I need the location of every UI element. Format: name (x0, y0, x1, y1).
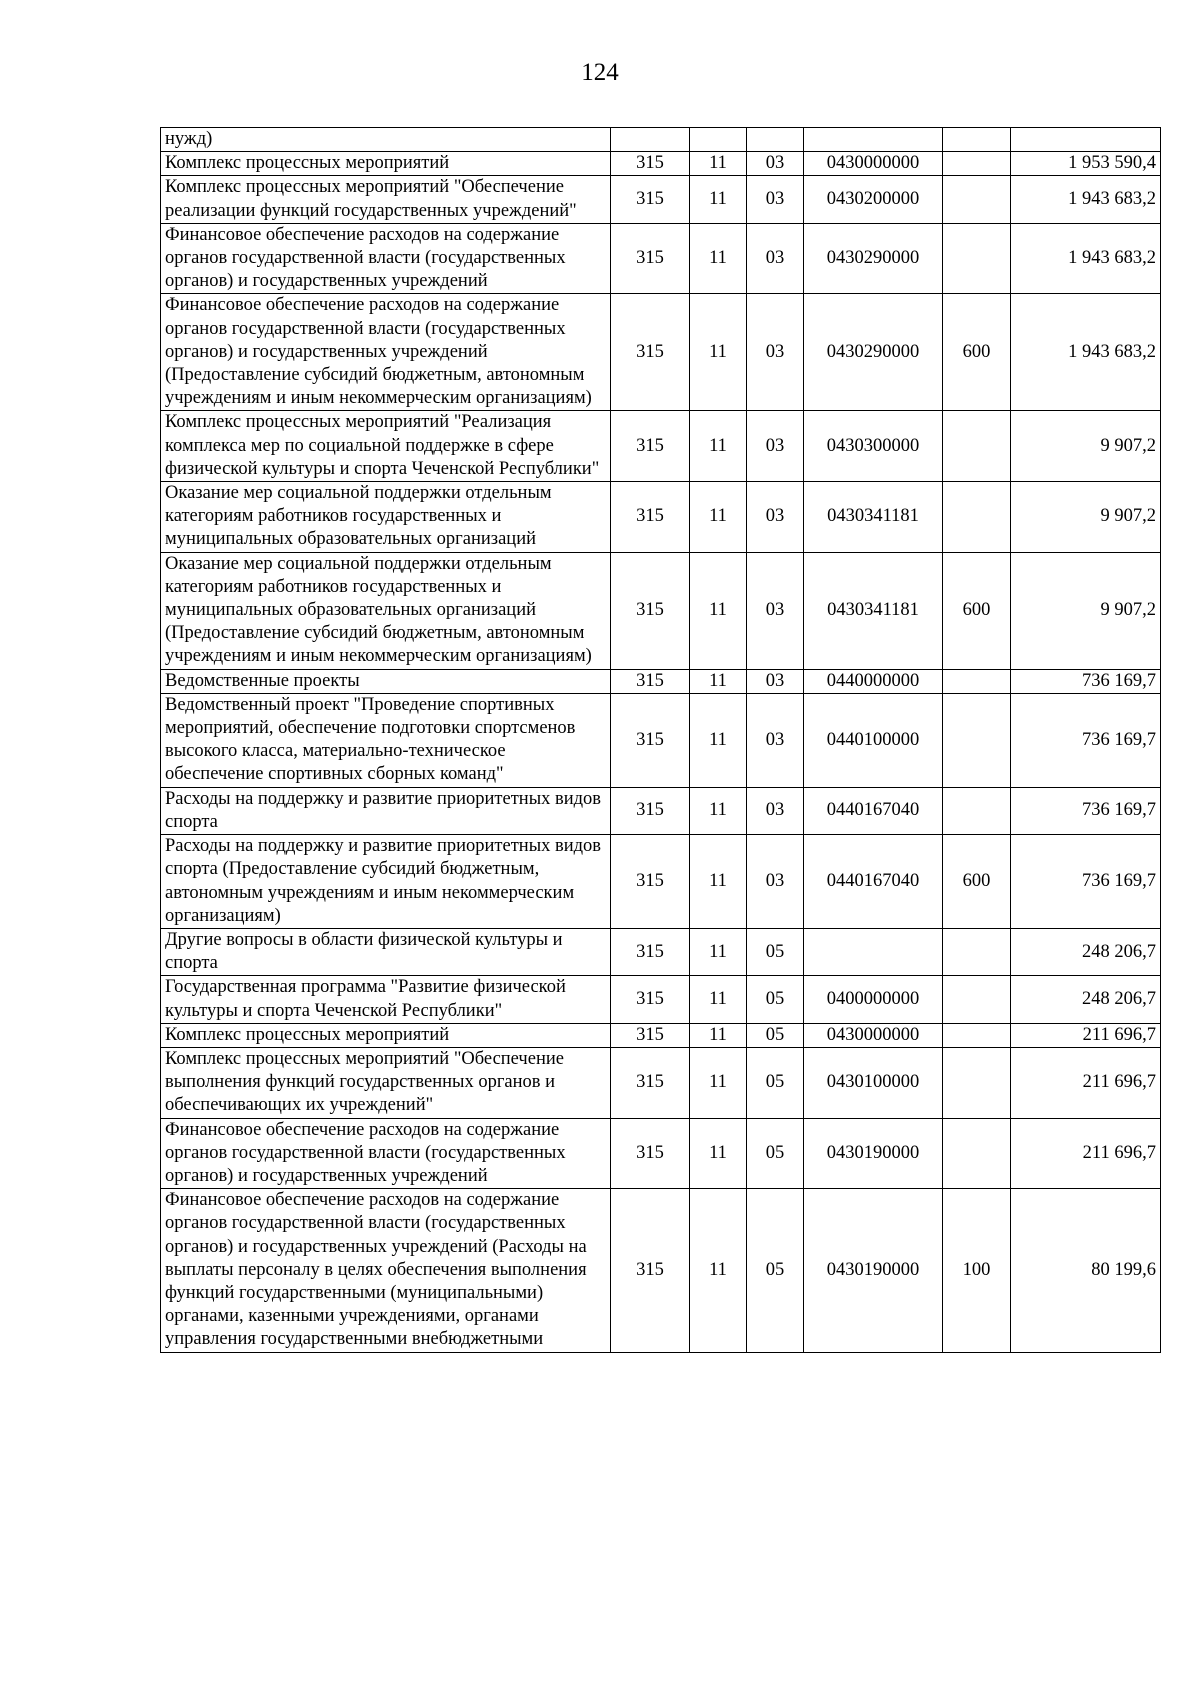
table-row (161, 693, 1161, 787)
amount-cell: 211 696,7 (1011, 1047, 1161, 1118)
grbs-code-cell: 315 (611, 1118, 690, 1189)
budget-table (160, 127, 1161, 1353)
subsection-code-cell: 05 (747, 1189, 804, 1352)
expense-type-code-cell (943, 1047, 1011, 1118)
section-code-cell: 11 (690, 787, 747, 834)
expense-type-code-cell: 600 (943, 552, 1011, 669)
target-article-code-cell: 0440100000 (804, 693, 943, 787)
table-row (161, 128, 1161, 152)
amount-cell: 211 696,7 (1011, 1023, 1161, 1047)
expense-type-code-cell (943, 223, 1011, 294)
section-code-cell: 11 (690, 552, 747, 669)
expense-type-code-cell (943, 976, 1011, 1023)
section-code-cell: 11 (690, 294, 747, 411)
row-name-cell: Государственная программа "Развитие физической культуры и спорта Чеченской Республики" (161, 976, 611, 1023)
subsection-code-cell: 05 (747, 976, 804, 1023)
amount-cell: 736 169,7 (1011, 787, 1161, 834)
subsection-code-cell: 03 (747, 411, 804, 482)
row-name-cell: Оказание мер социальной поддержки отдельным категориям работников государственных и муниципальных образовательных организаций (Предоставление субсидий бюджетным, автономным учреждениям и иным некоммерческим организациям) (161, 552, 611, 669)
section-code-cell: 11 (690, 223, 747, 294)
grbs-code-cell: 315 (611, 1047, 690, 1118)
target-article-code-cell: 0430290000 (804, 223, 943, 294)
grbs-code-cell: 315 (611, 835, 690, 929)
table-row (161, 294, 1161, 411)
subsection-code-cell: 03 (747, 835, 804, 929)
target-article-code-cell: 0430290000 (804, 294, 943, 411)
grbs-code-cell: 315 (611, 223, 690, 294)
expense-type-code-cell (943, 669, 1011, 693)
row-name-cell: Финансовое обеспечение расходов на содержание органов государственной власти (государственных органов) и государственных учреждений (161, 223, 611, 294)
table-row (161, 176, 1161, 223)
page-number: 124 (581, 59, 619, 86)
section-code-cell: 11 (690, 928, 747, 975)
table-row (161, 928, 1161, 975)
section-code-cell: 11 (690, 1023, 747, 1047)
expense-type-code-cell (943, 787, 1011, 834)
grbs-code-cell: 315 (611, 552, 690, 669)
row-name-cell: Финансовое обеспечение расходов на содержание органов государственной власти (государственных органов) и государственных учреждений (Расходы на выплаты персоналу в целях обеспечения выполнения функций государственными (муниципальными) органами, казенными учреждениями, органами управления государственными внебюджетными (161, 1189, 611, 1352)
table-row (161, 552, 1161, 669)
row-name-cell: Комплекс процессных мероприятий "Реализация комплекса мер по социальной поддержке в сфере физической культуры и спорта Чеченской Республики" (161, 411, 611, 482)
subsection-code-cell: 03 (747, 693, 804, 787)
subsection-code-cell: 03 (747, 294, 804, 411)
expense-type-code-cell: 100 (943, 1189, 1011, 1352)
subsection-code-cell: 03 (747, 223, 804, 294)
table-row (161, 482, 1161, 553)
row-name-cell: Оказание мер социальной поддержки отдельным категориям работников государственных и муниципальных образовательных организаций (161, 482, 611, 553)
target-article-code-cell (804, 128, 943, 152)
grbs-code-cell: 315 (611, 294, 690, 411)
grbs-code-cell (611, 128, 690, 152)
table-row (161, 976, 1161, 1023)
row-name-cell: Расходы на поддержку и развитие приоритетных видов спорта (Предоставление субсидий бюджетным, автономным учреждениям и иным некоммерческим организациям) (161, 835, 611, 929)
amount-cell: 211 696,7 (1011, 1118, 1161, 1189)
section-code-cell: 11 (690, 976, 747, 1023)
section-code-cell: 11 (690, 693, 747, 787)
amount-cell: 1 953 590,4 (1011, 152, 1161, 176)
row-name-cell: Комплекс процессных мероприятий (161, 1023, 611, 1047)
expense-type-code-cell: 600 (943, 294, 1011, 411)
expense-type-code-cell (943, 152, 1011, 176)
table-row (161, 835, 1161, 929)
row-name-cell: Другие вопросы в области физической культуры и спорта (161, 928, 611, 975)
amount-cell: 80 199,6 (1011, 1189, 1161, 1352)
table-row (161, 787, 1161, 834)
row-name-cell: Комплекс процессных мероприятий (161, 152, 611, 176)
section-code-cell: 11 (690, 669, 747, 693)
row-name-cell: Ведомственные проекты (161, 669, 611, 693)
amount-cell: 736 169,7 (1011, 693, 1161, 787)
subsection-code-cell: 03 (747, 552, 804, 669)
section-code-cell: 11 (690, 411, 747, 482)
grbs-code-cell: 315 (611, 928, 690, 975)
section-code-cell: 11 (690, 152, 747, 176)
expense-type-code-cell: 600 (943, 835, 1011, 929)
table-row (161, 669, 1161, 693)
expense-type-code-cell (943, 128, 1011, 152)
amount-cell (1011, 128, 1161, 152)
target-article-code-cell: 0430190000 (804, 1189, 943, 1352)
amount-cell: 736 169,7 (1011, 669, 1161, 693)
subsection-code-cell: 03 (747, 482, 804, 553)
target-article-code-cell: 0440000000 (804, 669, 943, 693)
table-row (161, 1023, 1161, 1047)
amount-cell: 1 943 683,2 (1011, 176, 1161, 223)
target-article-code-cell: 0430000000 (804, 1023, 943, 1047)
table-body (161, 128, 1161, 1353)
amount-cell: 1 943 683,2 (1011, 294, 1161, 411)
amount-cell: 248 206,7 (1011, 976, 1161, 1023)
grbs-code-cell: 315 (611, 152, 690, 176)
subsection-code-cell: 03 (747, 787, 804, 834)
amount-cell: 1 943 683,2 (1011, 223, 1161, 294)
expense-type-code-cell (943, 411, 1011, 482)
table-row (161, 1189, 1161, 1352)
expense-type-code-cell (943, 928, 1011, 975)
grbs-code-cell: 315 (611, 1189, 690, 1352)
target-article-code-cell: 0430200000 (804, 176, 943, 223)
grbs-code-cell: 315 (611, 1023, 690, 1047)
expense-type-code-cell (943, 1118, 1011, 1189)
target-article-code-cell: 0430341181 (804, 552, 943, 669)
table-row (161, 411, 1161, 482)
expense-type-code-cell (943, 693, 1011, 787)
subsection-code-cell: 05 (747, 1023, 804, 1047)
row-name-cell: Финансовое обеспечение расходов на содержание органов государственной власти (государственных органов) и государственных учреждений (Предоставление субсидий бюджетным, автономным учреждениям и иным некоммерческим организациям) (161, 294, 611, 411)
row-name-cell: Финансовое обеспечение расходов на содержание органов государственной власти (государственных органов) и государственных учреждений (161, 1118, 611, 1189)
grbs-code-cell: 315 (611, 976, 690, 1023)
target-article-code-cell: 0440167040 (804, 835, 943, 929)
row-name-cell: Ведомственный проект "Проведение спортивных мероприятий, обеспечение подготовки спортсменов высокого класса, материально-техническое обеспечение спортивных сборных команд" (161, 693, 611, 787)
grbs-code-cell: 315 (611, 693, 690, 787)
target-article-code-cell: 0430190000 (804, 1118, 943, 1189)
subsection-code-cell: 03 (747, 176, 804, 223)
grbs-code-cell: 315 (611, 176, 690, 223)
target-article-code-cell: 0440167040 (804, 787, 943, 834)
amount-cell: 9 907,2 (1011, 552, 1161, 669)
amount-cell: 736 169,7 (1011, 835, 1161, 929)
table-row (161, 152, 1161, 176)
subsection-code-cell: 05 (747, 1047, 804, 1118)
subsection-code-cell (747, 128, 804, 152)
target-article-code-cell (804, 928, 943, 975)
target-article-code-cell: 0430100000 (804, 1047, 943, 1118)
target-article-code-cell: 0430000000 (804, 152, 943, 176)
row-name-cell: нужд) (161, 128, 611, 152)
grbs-code-cell: 315 (611, 669, 690, 693)
table-row (161, 223, 1161, 294)
expense-type-code-cell (943, 482, 1011, 553)
target-article-code-cell: 0430300000 (804, 411, 943, 482)
amount-cell: 9 907,2 (1011, 411, 1161, 482)
amount-cell: 248 206,7 (1011, 928, 1161, 975)
section-code-cell (690, 128, 747, 152)
section-code-cell: 11 (690, 176, 747, 223)
target-article-code-cell: 0430341181 (804, 482, 943, 553)
subsection-code-cell: 03 (747, 152, 804, 176)
expense-type-code-cell (943, 1023, 1011, 1047)
section-code-cell: 11 (690, 835, 747, 929)
grbs-code-cell: 315 (611, 787, 690, 834)
target-article-code-cell: 0400000000 (804, 976, 943, 1023)
section-code-cell: 11 (690, 1189, 747, 1352)
subsection-code-cell: 05 (747, 928, 804, 975)
section-code-cell: 11 (690, 1047, 747, 1118)
row-name-cell: Комплекс процессных мероприятий "Обеспечение выполнения функций государственных органов и обеспечивающих их учреждений" (161, 1047, 611, 1118)
grbs-code-cell: 315 (611, 482, 690, 553)
row-name-cell: Комплекс процессных мероприятий "Обеспечение реализации функций государственных учреждений" (161, 176, 611, 223)
table-row (161, 1118, 1161, 1189)
grbs-code-cell: 315 (611, 411, 690, 482)
section-code-cell: 11 (690, 1118, 747, 1189)
section-code-cell: 11 (690, 482, 747, 553)
table-row (161, 1047, 1161, 1118)
row-name-cell: Расходы на поддержку и развитие приоритетных видов спорта (161, 787, 611, 834)
subsection-code-cell: 05 (747, 1118, 804, 1189)
expense-type-code-cell (943, 176, 1011, 223)
amount-cell: 9 907,2 (1011, 482, 1161, 553)
subsection-code-cell: 03 (747, 669, 804, 693)
